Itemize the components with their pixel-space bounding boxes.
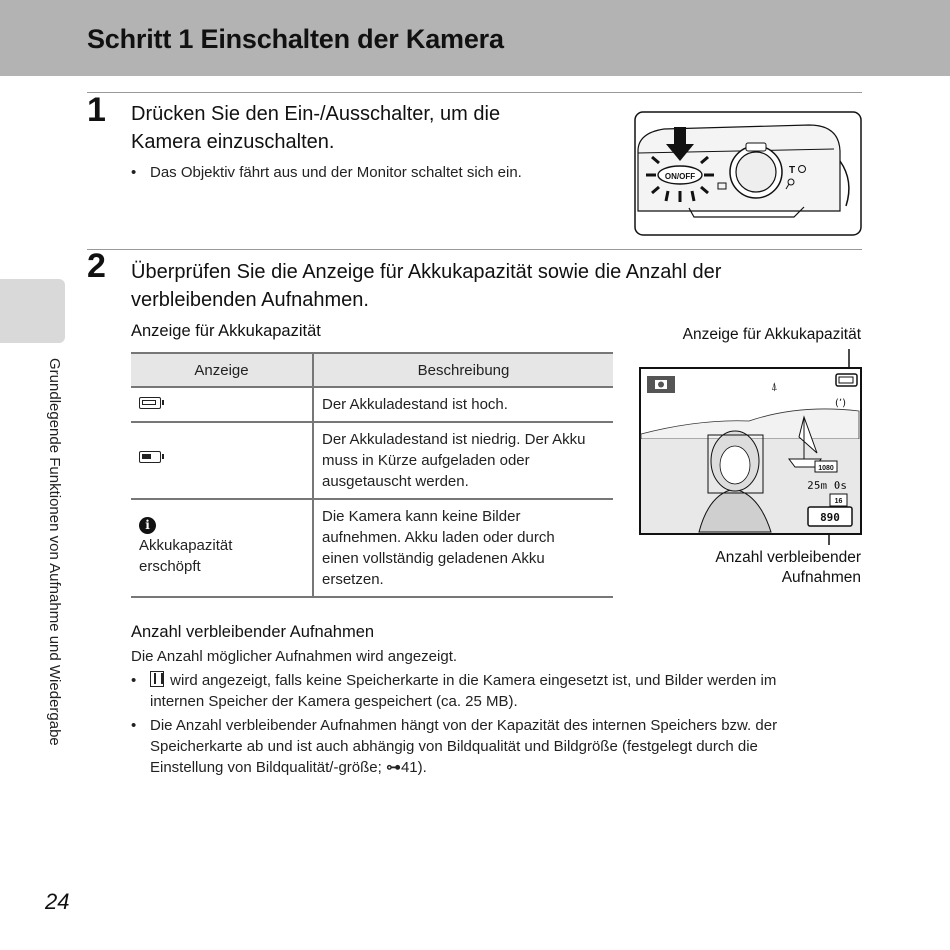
on-off-button-label: ON/OFF xyxy=(664,172,696,181)
svg-text:T: T xyxy=(789,165,796,176)
cell-line: ersetzen. xyxy=(322,571,384,588)
monitor-illustration xyxy=(639,349,863,545)
table-cell xyxy=(131,422,313,499)
remaining-bullet xyxy=(131,670,776,712)
step-2-heading-line: verbleibenden Aufnahmen. xyxy=(131,289,369,311)
chapter-label: Grundlegende Funktionen von Aufnahme und Wiedergabe xyxy=(46,358,63,746)
divider xyxy=(87,249,862,250)
callout-line: Anzahl verbleibender xyxy=(715,549,861,566)
cell-line: ausgetauscht werden. xyxy=(322,473,469,490)
svg-text:⍋: ⍋ xyxy=(771,380,778,393)
remaining-section-title: Anzahl verbleibender Aufnahmen xyxy=(131,623,375,641)
svg-text:16: 16 xyxy=(834,498,843,505)
cell-line: Der Akkuladestand ist niedrig. Der Akku xyxy=(322,431,586,448)
cell-line: einen vollständig geladenen Akku xyxy=(322,550,545,567)
chapter-label-wrap xyxy=(47,358,67,838)
table-header: Anzeige xyxy=(131,353,313,387)
bullet-text: 41). xyxy=(400,759,427,776)
step-1-number: 1 xyxy=(87,91,106,129)
step-2-heading xyxy=(131,258,721,314)
divider xyxy=(87,92,862,93)
table-cell xyxy=(313,387,613,422)
cell-line: muss in Kürze aufgeladen oder xyxy=(322,452,530,469)
remaining-intro: Die Anzahl möglicher Aufnahmen wird angezeigt. xyxy=(131,648,458,665)
monitor-remaining-shots: 890 xyxy=(820,511,840,524)
cell-line: erschöpft xyxy=(139,558,201,575)
bullet-line: Speicherkarte ab und ist auch abhängig von Bildqualität und Bildgröße (festgelegt durch die xyxy=(150,738,758,755)
cell-line: Die Kamera kann keine Bilder xyxy=(322,508,521,525)
step-1-heading-line: Kamera einzuschalten. xyxy=(131,131,335,153)
cell-line: aufnehmen. Akku laden oder durch xyxy=(322,529,555,546)
table-header: Beschreibung xyxy=(313,353,613,387)
warning-icon: i xyxy=(139,517,156,534)
internal-memory-icon xyxy=(150,671,164,687)
step-1-heading-line: Drücken Sie den Ein-/Ausschalter, um die xyxy=(131,103,501,125)
bullet-line: • Die Anzahl verbleibender Aufnahmen hängt von der Kapazität des internen Speichers bzw. der xyxy=(150,717,778,734)
battery-low-icon xyxy=(139,451,161,463)
table-row xyxy=(131,387,613,422)
camera-power-illustration xyxy=(634,111,862,236)
cell-line: Akkukapazität xyxy=(139,537,233,554)
monitor-time: 25m 0s xyxy=(807,479,847,492)
table-row xyxy=(131,499,613,597)
page-number: 24 xyxy=(45,889,70,914)
table-header-row xyxy=(131,353,613,387)
table-cell xyxy=(313,422,613,499)
table-cell xyxy=(313,499,613,597)
callout-line: Aufnahmen xyxy=(781,569,861,586)
battery-full-icon xyxy=(139,397,161,409)
bullet-line: internen Speicher der Kamera gespeichert (ca. 25 MB). xyxy=(150,693,518,710)
battery-table xyxy=(131,352,613,598)
step-1-bullet: • Das Objektiv fährt aus und der Monitor schaltet sich ein. xyxy=(131,162,522,183)
bullet-line xyxy=(150,757,777,778)
table-row xyxy=(131,422,613,499)
step-1-heading xyxy=(131,100,500,156)
callout-battery-label: Anzeige für Akkukapazität xyxy=(682,326,861,343)
table-cell xyxy=(131,387,313,422)
page-title: Schritt 1 Einschalten der Kamera xyxy=(87,24,504,54)
remaining-bullet xyxy=(131,715,777,778)
table-cell xyxy=(131,499,313,597)
callout-remaining-label xyxy=(640,548,861,588)
bullet-text: wird angezeigt, falls keine Speicherkarte in die Kamera eingesetzt ist, und Bilder werden im xyxy=(166,672,777,689)
bullet-text: Einstellung von Bildqualität/-größe; xyxy=(150,759,386,776)
cell-line: Der Akkuladestand ist hoch. xyxy=(322,396,508,413)
monitor-resolution: 1080 xyxy=(818,465,834,472)
step-2-number: 2 xyxy=(87,247,106,285)
bullet-line xyxy=(150,670,776,691)
step-2-heading-line: Überprüfen Sie die Anzeige für Akkukapazität sowie die Anzahl der xyxy=(131,261,722,283)
battery-section-title: Anzeige für Akkukapazität xyxy=(131,322,321,340)
reference-icon: ⊶ xyxy=(385,759,401,776)
chapter-tab xyxy=(0,279,65,343)
svg-text:(ʼ): (ʼ) xyxy=(835,398,846,409)
